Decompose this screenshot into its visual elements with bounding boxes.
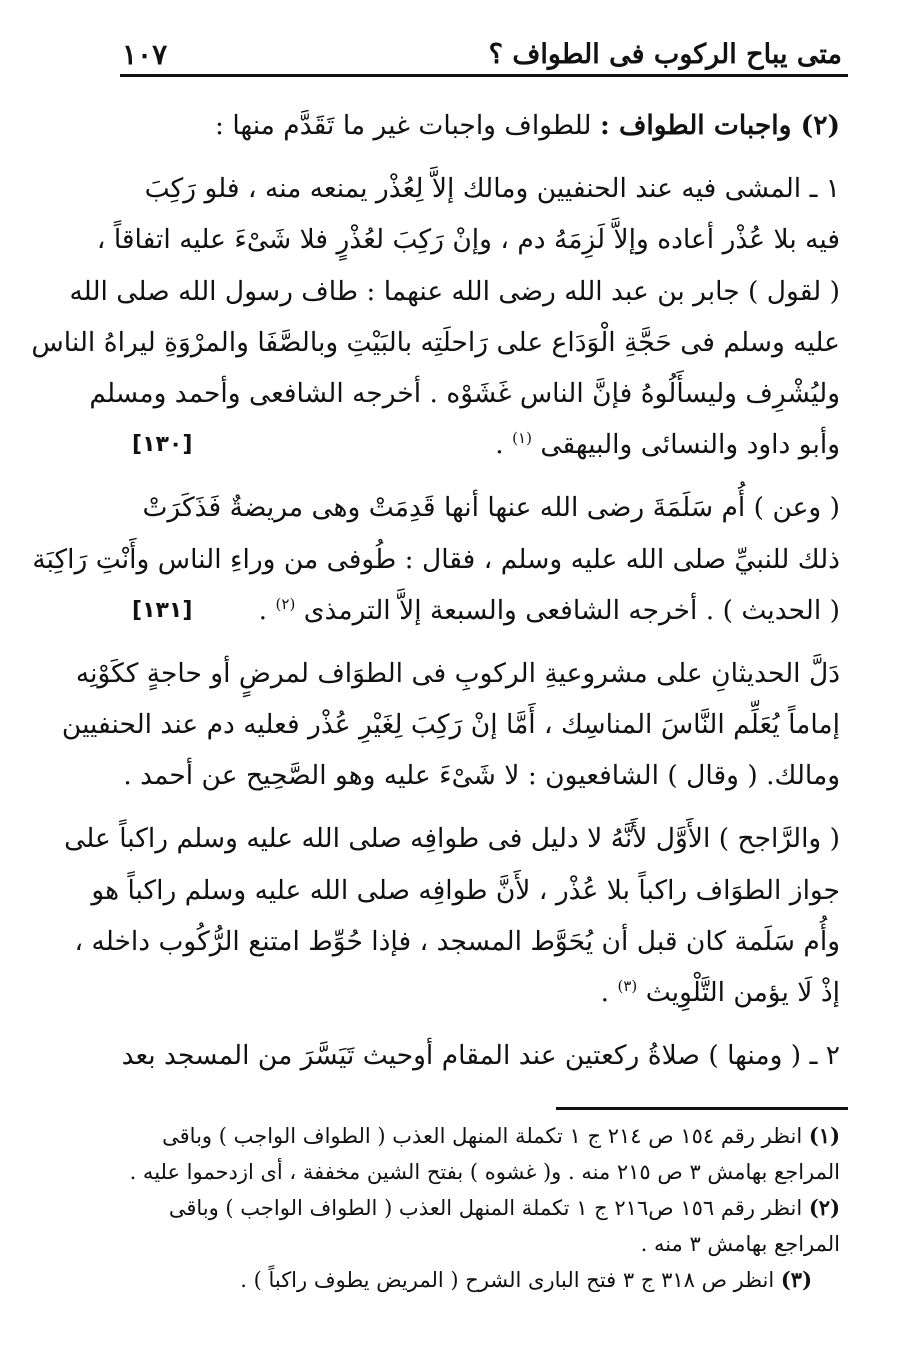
paragraph-walking (31, 163, 840, 470)
section-heading: (٢) واجبات الطواف : (599, 110, 840, 141)
page-number: ١٠٧ (122, 37, 168, 71)
paragraph-ruling (61, 648, 840, 802)
footnote-3 (132, 1262, 840, 1298)
line-end: . (600, 977, 610, 1008)
footnote-text: انظر رقم ١٥٦ ص٢١٦ ج ١ تكملة المنهل العذب ( الطواف الواجب ) وباقى (168, 1196, 803, 1220)
footnote-line (132, 1190, 840, 1226)
running-header (122, 34, 842, 74)
text-line: جواز الطوَاف راكباً بلا عُذْر ، لأَنَّ طوافِه صلى الله عليه وسلم راكباً هو (91, 874, 840, 906)
paragraph-two-rakaat (121, 1030, 840, 1081)
text-line (132, 419, 840, 470)
footnote-divider (556, 1107, 848, 1110)
footnote-2 (132, 1190, 840, 1262)
line-content: ( الحديث ) . أخرجه الشافعى والسبعة إلاَّ الترمذى (303, 594, 840, 626)
line-text (259, 585, 840, 636)
paragraph-tawaf-obligations (132, 100, 840, 151)
footnote-marker: (٣) (617, 977, 638, 996)
section-heading-rest: للطواف واجبات غير ما تَقَدَّم منها : (215, 110, 592, 141)
running-title: متى يباح الركوب فى الطواف ؟ (488, 38, 842, 70)
text-line: ٢ ـ ( ومنها ) صلاةُ ركعتين عند المقام أوحيث تَيَسَّرَ من المسجد بعد (121, 1040, 840, 1072)
text-line: دَلَّ الحديثانِ على مشروعيةِ الركوبِ فى الطوَاف لمرضٍ أو حاجةٍ ككَوْنِه (75, 657, 840, 689)
text-line (132, 967, 840, 1018)
text-line: ١ ـ المشى فيه عند الحنفيين ومالك إلاَّ لِعُذْر يمنعه منه ، فلو رَكِبَ (144, 173, 840, 205)
text-line (132, 100, 840, 151)
header-divider (120, 74, 848, 77)
paragraph-umm-salama (32, 482, 840, 636)
text-line: ( لقول ) جابر بن عبد الله رضى الله عنهما : طاف رسول الله صلى الله (69, 275, 840, 307)
footnote-text: انظر ص ٣١٨ ج ٣ فتح البارى الشرح ( المريض يطوف راكباً ) . (240, 1268, 775, 1292)
text-line: وليُشْرِف وليسأَلُوهُ فإنَّ الناس غَشَوْه . أخرجه الشافعى وأحمد ومسلم (89, 377, 840, 409)
text-line: إماماً يُعَلِّم النَّاسَ المناسِك ، أَمَّا إنْ رَكِبَ لِغَيْرِ عُذْر فعليه دم عند الحنفيين (61, 709, 840, 741)
footnote-line (132, 1118, 840, 1154)
footnote-line: المراجع بهامش ٣ ص ٢١٥ منه . و( غشوه ) بفتح الشين مخففة ، أى ازدحموا عليه . (129, 1160, 840, 1184)
text-line: ذلك للنبيِّ صلى الله عليه وسلم ، فقال : طُوفى من وراءِ الناس وأَنْتِ رَاكِبَة (32, 543, 840, 575)
hadith-number: [١٣٠] (132, 432, 193, 458)
footnote-marker: (٢) (275, 594, 296, 613)
footnote-line: المراجع بهامش ٣ منه . (640, 1232, 840, 1256)
line-content: إذْ لَا يؤمن التَّلْوِيث (645, 977, 840, 1008)
paragraph-preferred-view (64, 813, 840, 1018)
footnote-line (132, 1262, 812, 1298)
line-text (495, 419, 840, 470)
footnote-number: (١) (808, 1123, 840, 1148)
footnotes (129, 1118, 840, 1298)
text-line (132, 585, 840, 636)
main-text (31, 100, 840, 1081)
footnote-number: (٣) (780, 1267, 812, 1292)
text-line: ( والرَّاجح ) الأَوَّل لأَنَّهُ لا دليل فى طوافِه صلى الله عليه وسلم راكباً على (64, 823, 840, 855)
text-line: وأُم سَلَمة كان قبل أن يُحَوَّط المسجد ، فإذا حُوِّط امتنع الرُّكُوب داخله ، (74, 925, 840, 957)
hadith-number: [١٣١] (132, 597, 193, 623)
line-content: وأبو داود والنسائى والبيهقى (540, 429, 840, 461)
text-line: ( وعن ) أُم سَلَمَةَ رضى الله عنها أنها قَدِمَتْ وهى مريضةٌ فَذَكَرَتْ (142, 492, 840, 524)
line-end: . (495, 429, 504, 461)
line-end: . (258, 594, 268, 626)
footnote-text: انظر رقم ١٥٤ ص ٢١٤ ج ١ تكملة المنهل العذب ( الطواف الواجب ) وباقى (162, 1124, 803, 1148)
text-line: فيه بلا عُذْر أعاده وإلاَّ لَزِمَهُ دم ، وإنْ رَكِبَ لعُذْرٍ فلا شَىْءَ عليه اتفاقاً ، (96, 224, 840, 256)
text-line: ومالك. ( وقال ) الشافعيون : لا شَىْءَ عليه وهو الصَّحِيح عن أحمد . (123, 760, 840, 792)
footnote-1 (129, 1118, 840, 1190)
footnote-number: (٢) (808, 1195, 840, 1220)
text-line: عليه وسلم فى حَجَّةِ الْوَدَاع على رَاحلَتِه بالبَيْتِ وبالصَّفَا والمرْوَةِ ليراهُ الناس (31, 326, 840, 358)
footnote-marker: (١) (512, 429, 532, 448)
